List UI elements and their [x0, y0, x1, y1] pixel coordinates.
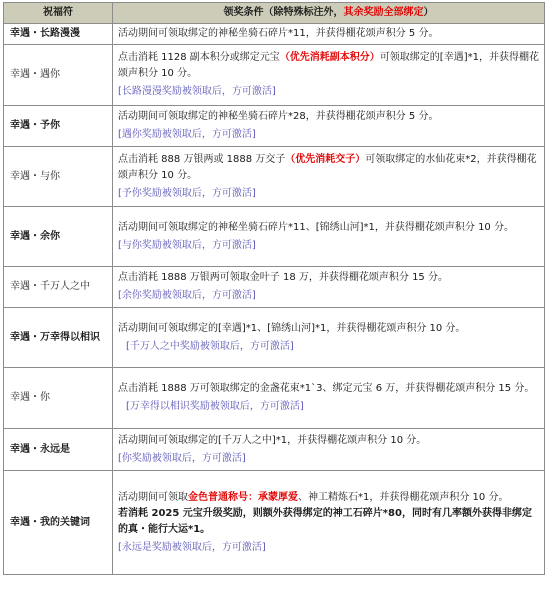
blessing-name: 幸遇・万幸得以相识 — [4, 308, 113, 368]
table-row — [4, 368, 545, 429]
activation-note: [遇你奖励被领取后，方可激活] — [118, 129, 256, 140]
condition-cell — [113, 106, 545, 147]
blessing-name: 幸遇・永远是 — [4, 429, 113, 471]
blessing-name: 幸遇・余你 — [4, 207, 113, 267]
blessing-name: 幸遇・千万人之中 — [4, 267, 113, 308]
table-row — [4, 106, 545, 147]
table-row — [4, 308, 545, 368]
condition-cell — [113, 308, 545, 368]
blessing-name: 幸遇・长路漫漫 — [4, 24, 113, 45]
blessing-name: 幸遇・你 — [4, 368, 113, 429]
condition-text: 点击消耗 1888 万银两可领取金叶子 18 万，并获得棚花颂声积分 15 分。 — [118, 272, 448, 283]
condition-highlight: 金色普通称号：承蒙厚爱 — [188, 491, 298, 503]
condition-text: 活动期间可领取绑定的神秘坐骑石碎片*11，并获得棚花颂声积分 5 分。 — [118, 28, 439, 39]
activation-note: [你奖励被领取后，方可激活] — [118, 452, 246, 464]
condition-highlight: （优先消耗交子） — [285, 153, 366, 165]
condition-text: 活动期间可领取绑定的神秘坐骑石碎片*11、[锦绣山河]*1，并获得棚花颂声积分 10 分。 — [118, 221, 514, 233]
header-conditions — [113, 3, 545, 24]
condition-text-b: 、神工精炼石*1，并获得棚花颂声积分 10 分。 — [298, 491, 509, 503]
activation-note: [与你奖励被领取后，方可激活] — [118, 239, 256, 251]
activation-note: [长路漫漫奖励被领取后，方可激活] — [118, 86, 276, 97]
condition-text-a: 点击消耗 888 万银两或 1888 万交子 — [118, 153, 286, 165]
table-row — [4, 429, 545, 471]
activation-note: [余你奖励被领取后，方可激活] — [118, 290, 256, 301]
table-row — [4, 471, 545, 575]
condition-cell — [113, 147, 545, 207]
condition-text — [118, 490, 540, 506]
reward-table — [3, 2, 545, 575]
table-row — [4, 147, 545, 207]
header-conditions-prefix: 领奖条件（除特殊标注外， — [223, 7, 344, 18]
condition-text: 点击消耗 1888 万可领取绑定的金盏花束*1`3、绑定元宝 6 万，并获得棚花颂声积分 15 分。 — [118, 383, 535, 394]
activation-note: [予你奖励被领取后，方可激活] — [118, 187, 256, 199]
table-row — [4, 24, 545, 45]
activation-note: [永远是奖励被领取后，方可激活] — [118, 541, 266, 553]
table-row — [4, 267, 545, 308]
condition-text — [118, 152, 540, 184]
condition-text-a: 点击消耗 1128 副本积分或绑定元宝 — [118, 52, 280, 63]
condition-cell — [113, 267, 545, 308]
condition-cell — [113, 207, 545, 267]
condition-text: 活动期间可领取绑定的[千万人之中]*1，并获得棚花颂声积分 10 分。 — [118, 434, 427, 446]
condition-cell — [113, 368, 545, 429]
header-blessing: 祝福符 — [4, 3, 113, 24]
blessing-name: 幸遇・与你 — [4, 147, 113, 207]
activation-note: [千万人之中奖励被领取后，方可激活] — [126, 340, 294, 352]
condition-text: 活动期间可领取绑定的神秘坐骑石碎片*28，并获得棚花颂声积分 5 分。 — [118, 111, 439, 122]
condition-highlight: （优先消耗副本积分） — [279, 52, 380, 63]
blessing-name: 幸遇・遇你 — [4, 45, 113, 106]
blessing-name: 幸遇・予你 — [4, 106, 113, 147]
condition-text-b: 可领取绑定的水仙花束*2，并获得棚花颂声积分 10 分。 — [118, 153, 537, 181]
activation-note: [万幸得以相识奖励被领取后，方可激活] — [126, 401, 304, 412]
condition-cell — [113, 24, 545, 45]
header-conditions-red: 其余奖励全部绑定 — [343, 7, 424, 18]
table-row — [4, 207, 545, 267]
condition-text: 活动期间可领取绑定的[幸遇]*1、[锦绣山河]*1，并获得棚花颂声积分 10 分。 — [118, 322, 466, 334]
table-row — [4, 45, 545, 106]
table-header-row — [4, 3, 545, 24]
blessing-name: 幸遇・我的关键词 — [4, 471, 113, 575]
condition-cell — [113, 471, 545, 575]
header-conditions-suffix: ） — [423, 7, 434, 18]
condition-text-b: 可领取绑定的[幸遇]*1，并获得棚花颂声积分 10 分。 — [118, 52, 539, 79]
condition-cell — [113, 45, 545, 106]
condition-text-a: 活动期间可领取 — [118, 491, 188, 503]
upgrade-text: 若消耗 2025 元宝升级奖励，则额外获得绑定的神工石碎片*80，同时有几率额外获得非绑定的真・能行大运*1。 — [118, 507, 532, 535]
condition-text — [118, 50, 540, 82]
condition-cell — [113, 429, 545, 471]
